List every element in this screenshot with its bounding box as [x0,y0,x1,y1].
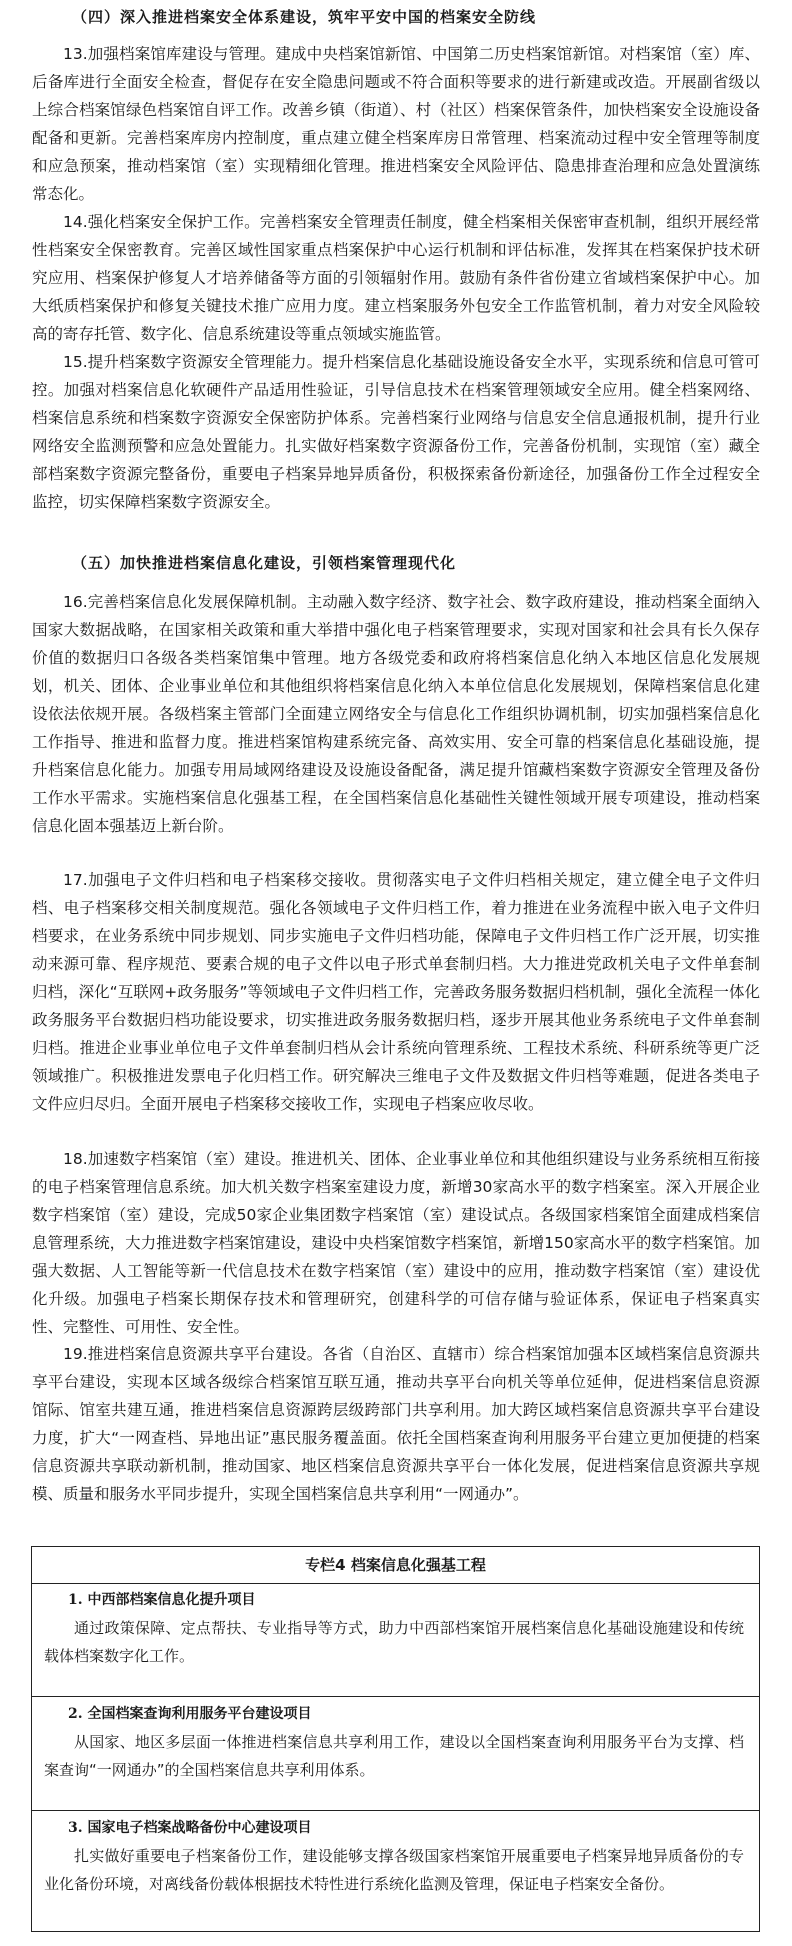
paragraph-16: 16.完善档案信息化发展保障机制。主动融入数字经济、数字社会、数字政府建设，推动档案全面纳入国家大数据战略，在国家相关政策和重大举措中强化电子档案管理要求，实现对国家和社会具有长久保存价值的数据归口各级各类档案馆集中管理。地方各级党委和政府将档案信息化纳入本地区信息化发展规划，机关、团体、企业事业单位和其他组织将档案信息化纳入本单位信息化发展规划，保障档案信息化建设依法依规开展。各级档案主管部门全面建立网络安全与信息化工作组织协调机制，切实加强档案信息化工作指导、推进和监督力度。推进档案馆构建系统完备、高效实用、安全可靠的档案信息化基础设施，提升档案信息化能力。加强专用局域网络建设及设施设备配备，满足提升馆藏档案数字资源安全管理及备份工作水平需求。实施档案信息化强基工程，在全国档案信息化基础性关键性领域开展专项建设，推动档案信息化固本强基迈上新台阶。 [32,593,760,835]
box-item-1-title: 1. 中西部档案信息化提升项目 [68,1592,256,1608]
section-heading-4: （四）深入推进档案安全体系建设，筑牢平安中国的档案安全防线 [72,8,537,26]
box-item-3 [32,1811,759,1930]
paragraph-13: 13.加强档案馆库建设与管理。建成中央档案馆新馆、中国第二历史档案馆新馆。对档案馆（室）库、后备库进行全面安全检查，督促存在安全隐患问题或不符合面积等要求的进行新建或改造。开展副省级以上综合档案馆绿色档案馆自评工作。改善乡镇（街道）、村（社区）档案保管条件，加快档案安全设施设备配备和更新。完善档案库房内控制度，重点建立健全档案库房日常管理、档案流动过程中安全管理等制度和应急预案，推动档案馆（室）实现精细化管理。推进档案安全风险评估、隐患排查治理和应急处置演练常态化。 [32,45,760,203]
box-item-3-title: 3. 国家电子档案战略备份中心建设项目 [68,1820,312,1836]
box-item-2 [32,1697,759,1811]
box-item-1-body: 通过政策保障、定点帮扶、专业指导等方式，助力中西部档案馆开展档案信息化基础设施建设和传统载体档案数字化工作。 [44,1619,744,1665]
paragraph-17: 17.加强电子文件归档和电子档案移交接收。贯彻落实电子文件归档相关规定，建立健全电子文件归档、电子档案移交相关制度规范。强化各领域电子文件归档工作，着力推进在业务流程中嵌入电子文件归档要求，在业务系统中同步规划、同步实施电子文件归档功能，保障电子文件归档工作广泛开展，切实推动来源可靠、程序规范、要素合规的电子文件以电子形式单套制归档。大力推进党政机关电子文件单套制归档，深化“互联网+政务服务”等领域电子文件归档工作，完善政务服务数据归档机制，强化全流程一体化政务服务平台数据归档功能设要求，切实推进政务服务数据归档，逐步开展其他业务系统电子文件单套制归档。推进企业事业单位电子文件单套制归档从会计系统向管理系统、工程技术系统、科研系统等更广泛领域推广。积极推进发票电子化归档工作。研究解决三维电子文件及数据文件归档等难题，促进各类电子文件应归尽归。全面开展电子档案移交接收工作，实现电子档案应收尽收。 [32,871,760,1113]
paragraph-19: 19.推进档案信息资源共享平台建设。各省（自治区、直辖市）综合档案馆加强本区域档案信息资源共享平台建设，实现本区域各级综合档案馆互联互通，推动共享平台向机关等单位延伸，促进档案信息资源馆际、馆室共建互通，推进档案信息资源跨层级跨部门共享利用。加大跨区域档案信息资源共享平台建设力度，扩大“一网查档、异地出证”惠民服务覆盖面。依托全国档案查询利用服务平台建立更加便捷的档案信息资源共享联动新机制，推动国家、地区档案信息资源共享平台一体化发展，促进档案信息资源共享规模、质量和服务水平同步提升，实现全国档案信息共享利用“一网通办”。 [32,1345,760,1503]
special-column-box [31,1546,760,1932]
box-item-2-title: 2. 全国档案查询利用服务平台建设项目 [68,1706,312,1722]
box-item-2-body: 从国家、地区多层面一体推进档案信息共享利用工作，建设以全国档案查询利用服务平台为支撑、档案查询“一网通办”的全国档案信息共享利用体系。 [44,1733,744,1779]
paragraph-15: 15.提升档案数字资源安全管理能力。提升档案信息化基础设施设备安全水平，实现系统和信息可管可控。加强对档案信息化软硬件产品适用性验证，引导信息技术在档案管理领域安全应用。健全档案网络、档案信息系统和档案数字资源安全保密防护体系。完善档案行业网络与信息安全信息通报机制，提升行业网络安全监测预警和应急处置能力。扎实做好档案数字资源备份工作，完善备份机制，实现馆（室）藏全部档案数字资源完整备份，重要电子档案异地异质备份，积极探索备份新途径，加强备份工作全过程安全监控，切实保障档案数字资源安全。 [32,353,760,511]
box-title: 专栏4 档案信息化强基工程 [32,1547,759,1584]
box-item-3-body: 扎实做好重要电子档案备份工作，建设能够支撑各级国家档案馆开展重要电子档案异地异质备份的专业化备份环境，对离线备份载体根据技术特性进行系统化监测及管理，保证电子档案安全备份。 [44,1847,744,1893]
paragraph-14: 14.强化档案安全保护工作。完善档案安全管理责任制度，健全档案相关保密审查机制，组织开展经常性档案安全保密教育。完善区域性国家重点档案保护中心运行机制和评估标准，发挥其在档案保护技术研究应用、档案保护修复人才培养储备等方面的引领辐射作用。鼓励有条件省份建立省域档案保护中心。加大纸质档案保护和修复关键技术推广应用力度。建立档案服务外包安全工作监管机制，着力对安全风险较高的寄存托管、数字化、信息系统建设等重点领域实施监管。 [32,213,760,343]
section-heading-5: （五）加快推进档案信息化建设，引领档案管理现代化 [72,554,457,572]
paragraph-18: 18.加速数字档案馆（室）建设。推进机关、团体、企业事业单位和其他组织建设与业务系统相互衔接的电子档案管理信息系统。加大机关数字档案室建设力度，新增30家高水平的数字档案室。深入开展企业数字档案馆（室）建设，完成50家企业集团数字档案馆（室）建设试点。各级国家档案馆全面建成档案信息管理系统，大力推进数字档案馆建设，建设中央档案馆数字档案馆，新增150家高水平的数字档案馆。加强大数据、人工智能等新一代信息技术在数字档案馆（室）建设中的应用，推动数字档案馆（室）建设优化升级。加强电子档案长期保存技术和管理研究，创建科学的可信存储与验证体系，保证电子档案真实性、完整性、可用性、安全性。 [32,1150,760,1336]
box-item-1 [32,1583,759,1697]
